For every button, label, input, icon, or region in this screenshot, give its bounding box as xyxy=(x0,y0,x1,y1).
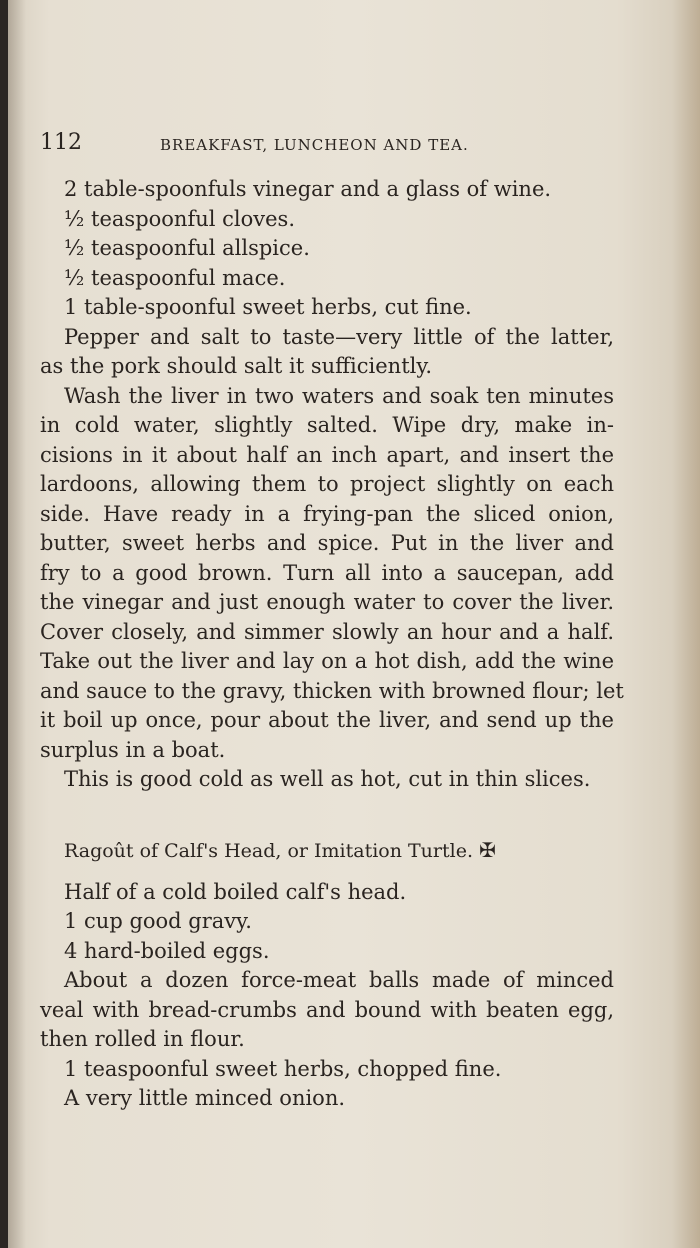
direction-line: it boil up once, pour about the liver, and send up the xyxy=(40,708,614,732)
serving-note: This is good cold as well as hot, cut in thin slices. xyxy=(64,767,591,791)
ingredient-line: 2 table-spoonfuls vinegar and a glass of wine. xyxy=(64,177,552,201)
page-body xyxy=(40,175,624,1114)
ingredient-line: ½ teaspoonful mace. xyxy=(64,265,286,290)
ingredient-line: 1 teaspoonful sweet herbs, chopped fine. xyxy=(64,1056,502,1081)
direction-line: the vinegar and just enough water to cover the liver. xyxy=(40,590,614,614)
seasoning-line: as the pork should salt it sufficiently. xyxy=(40,354,433,378)
book-page xyxy=(8,0,700,1248)
ingredient-line: 1 table-spoonful sweet herbs, cut fine. xyxy=(64,295,472,319)
ingredient-line: 1 cup good gravy. xyxy=(64,909,252,933)
direction-line: surplus in a boat. xyxy=(40,737,226,762)
seasoning-line: Pepper and salt to taste—very little of the latter, xyxy=(64,324,614,349)
maltese-cross-icon: ✠ xyxy=(479,837,496,862)
direction-line: fry to a good brown. Turn all into a saucepan, add xyxy=(40,560,614,585)
ingredient-line: 4 hard-boiled eggs. xyxy=(64,938,270,963)
direction-line: butter, sweet herbs and spice. Put in the liver and xyxy=(40,531,614,555)
ingredient-line: ½ teaspoonful allspice. xyxy=(64,236,310,260)
forcemeat-line: then rolled in flour. xyxy=(40,1027,245,1051)
direction-line: lardoons, allowing them to project slightly on each xyxy=(40,472,614,496)
page-header xyxy=(40,130,610,160)
recipe-title-text: Ragoût of Calf's Head, or Imitation Turtle. xyxy=(64,839,474,862)
direction-line: Wash the liver in two waters and soak ten minutes xyxy=(64,383,614,408)
direction-line: in cold water, slightly salted. Wipe dry, make in- xyxy=(40,413,614,437)
ingredient-line: Half of a cold boiled calf's head. xyxy=(64,879,407,904)
direction-line: cisions in it about half an inch apart, and insert the xyxy=(40,442,614,467)
forcemeat-line: veal with bread-crumbs and bound with beaten egg, xyxy=(40,997,614,1022)
direction-line: side. Have ready in a frying-pan the sliced onion, xyxy=(40,501,614,526)
forcemeat-line: About a dozen force-meat balls made of minced xyxy=(64,968,614,992)
page-number: 112 xyxy=(40,130,82,155)
running-head: BREAKFAST, LUNCHEON AND TEA. xyxy=(160,136,469,154)
direction-line: Cover closely, and simmer slowly an hour and a half. xyxy=(40,619,614,644)
direction-line: Take out the liver and lay on a hot dish, add the wine xyxy=(40,649,614,673)
ingredient-line: ½ teaspoonful cloves. xyxy=(64,206,295,231)
direction-line: and sauce to the gravy, thicken with browned flour; let xyxy=(40,678,624,703)
ingredient-line: A very little minced onion. xyxy=(64,1086,346,1110)
recipe-title xyxy=(40,835,614,866)
